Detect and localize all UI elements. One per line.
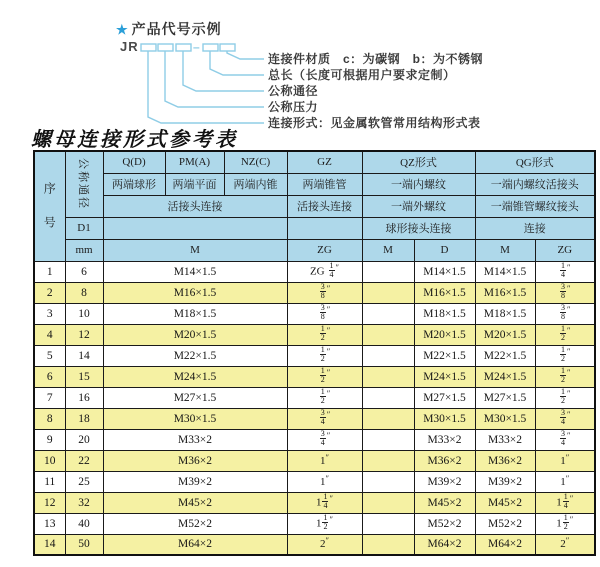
table-row: [34, 429, 595, 450]
cell-qg-m: M52×2: [475, 513, 535, 534]
code-label-pressure: 公称压力: [268, 100, 319, 114]
cell-qz-m: [362, 261, 414, 282]
cell-seq: 8: [34, 408, 65, 429]
cell-qz-d: M14×1.5: [414, 261, 475, 282]
cell-thread-m: M30×1.5: [103, 408, 287, 429]
cell-qg-zg: 1″: [535, 450, 595, 471]
header-sub-pm: 两端平面: [165, 173, 224, 195]
header-sub-qd: 两端球形: [103, 173, 165, 195]
header-unit-d-qz: D: [414, 239, 475, 261]
cell-qz-d: M52×2: [414, 513, 475, 534]
cell-dn: 32: [65, 492, 103, 513]
cell-qg-zg: $\frac{1}{2}$ ″: [535, 366, 595, 387]
cell-gz-zg: $\frac{1}{2}$ ″: [287, 345, 362, 366]
cell-qz-m: [362, 429, 414, 450]
cell-gz-zg: 2″: [287, 534, 362, 555]
header-group-qd: Q(D): [103, 151, 165, 173]
cell-qg-m: M18×1.5: [475, 303, 535, 324]
cell-qg-m: M27×1.5: [475, 387, 535, 408]
cell-qg-zg: $\frac{1}{2}$ ″: [535, 345, 595, 366]
cell-thread-m: M24×1.5: [103, 366, 287, 387]
code-line: [183, 51, 264, 91]
table-row: [34, 324, 595, 345]
cell-qz-m: [362, 513, 414, 534]
header-unit-m-left: M: [103, 239, 287, 261]
code-box: [176, 44, 191, 51]
header-sub-qz: 一端内螺纹: [362, 173, 475, 195]
cell-qz-m: [362, 324, 414, 345]
cell-qg-zg: $\frac{3}{8}$ ″: [535, 282, 595, 303]
cell-thread-m: M20×1.5: [103, 324, 287, 345]
cell-qz-d: M16×1.5: [414, 282, 475, 303]
code-label-length: 总长（长度可根据用户要求定制）: [268, 68, 456, 82]
cell-qg-m: M45×2: [475, 492, 535, 513]
header-unit-m-qg: M: [475, 239, 535, 261]
cell-dn: 22: [65, 450, 103, 471]
header-group-qz: QZ形式: [362, 151, 475, 173]
star-icon: ★: [116, 22, 129, 37]
cell-qg-m: M14×1.5: [475, 261, 535, 282]
cell-thread-m: M16×1.5: [103, 282, 287, 303]
table-row: [34, 450, 595, 471]
cell-thread-m: M27×1.5: [103, 387, 287, 408]
cell-qz-d: M64×2: [414, 534, 475, 555]
cell-qz-d: M20×1.5: [414, 324, 475, 345]
code-boxes: [141, 44, 235, 51]
header-seq: 序号: [34, 151, 65, 261]
cell-qz-m: [362, 450, 414, 471]
cell-gz-zg: 1″: [287, 450, 362, 471]
header-unit-m-qz: M: [362, 239, 414, 261]
cell-qg-zg: 1 $\frac{1}{4}$ ″: [535, 492, 595, 513]
table-row: [34, 492, 595, 513]
header-blank-left: [103, 217, 287, 239]
cell-thread-m: M22×1.5: [103, 345, 287, 366]
cell-dn: 20: [65, 429, 103, 450]
header-group-pm: PM(A): [165, 151, 224, 173]
cell-qg-m: M20×1.5: [475, 324, 535, 345]
cell-gz-zg: ZG $\frac{1}{4}$ ″: [287, 261, 362, 282]
cell-qg-zg: $\frac{1}{2}$ ″: [535, 324, 595, 345]
cell-qz-d: M18×1.5: [414, 303, 475, 324]
cell-qz-m: [362, 471, 414, 492]
header-dn: 公称通径: [65, 151, 103, 217]
cell-dn: 6: [65, 261, 103, 282]
header-mm: mm: [65, 239, 103, 261]
cell-seq: 5: [34, 345, 65, 366]
cell-seq: 13: [34, 513, 65, 534]
cell-qg-m: M30×1.5: [475, 408, 535, 429]
cell-qz-m: [362, 303, 414, 324]
diagram-title: [116, 19, 222, 39]
code-box: [158, 44, 173, 51]
cell-dn: 12: [65, 324, 103, 345]
cell-dn: 14: [65, 345, 103, 366]
cell-seq: 14: [34, 534, 65, 555]
table-row: [34, 366, 595, 387]
cell-qz-m: [362, 534, 414, 555]
cell-thread-m: M33×2: [103, 429, 287, 450]
code-label-connection: 连接形式：见金属软管常用结构形式表: [268, 116, 481, 130]
cell-gz-zg: $\frac{3}{8}$ ″: [287, 282, 362, 303]
cell-qg-zg: 1″: [535, 471, 595, 492]
cell-qz-d: M30×1.5: [414, 408, 475, 429]
cell-thread-m: M14×1.5: [103, 261, 287, 282]
cell-qg-m: M24×1.5: [475, 366, 535, 387]
code-box: [220, 44, 235, 51]
cell-dn: 18: [65, 408, 103, 429]
cell-dn: 8: [65, 282, 103, 303]
cell-qz-m: [362, 366, 414, 387]
cell-dn: 10: [65, 303, 103, 324]
header-sub-qg: 一端内螺纹活接头: [475, 173, 595, 195]
cell-qg-m: M64×2: [475, 534, 535, 555]
header-union-left: 活接头连接: [103, 195, 287, 217]
cell-gz-zg: $\frac{1}{2}$ ″: [287, 366, 362, 387]
cell-qg-m: M39×2: [475, 471, 535, 492]
table-header: [34, 151, 595, 261]
cell-qg-m: M33×2: [475, 429, 535, 450]
table-row: [34, 408, 595, 429]
header-unit-zg-gz: ZG: [287, 239, 362, 261]
header-external-thread-qz: 一端外螺纹: [362, 195, 475, 217]
cell-qz-d: M45×2: [414, 492, 475, 513]
cell-qz-m: [362, 408, 414, 429]
cell-qg-zg: $\frac{3}{8}$ ″: [535, 303, 595, 324]
cell-qz-d: M22×1.5: [414, 345, 475, 366]
cell-thread-m: M39×2: [103, 471, 287, 492]
table-body: [34, 261, 595, 555]
cell-seq: 7: [34, 387, 65, 408]
header-group-gz: GZ: [287, 151, 362, 173]
code-prefix: JR: [120, 39, 139, 54]
code-lines: [148, 51, 264, 123]
cell-qz-d: M36×2: [414, 450, 475, 471]
header-unit-zg-qg: ZG: [535, 239, 595, 261]
cell-gz-zg: $\frac{3}{4}$ ″: [287, 408, 362, 429]
cell-qg-m: M16×1.5: [475, 282, 535, 303]
cell-gz-zg: $\frac{3}{8}$ ″: [287, 303, 362, 324]
cell-dn: 15: [65, 366, 103, 387]
code-dash: –: [193, 40, 200, 54]
cell-gz-zg: 1 $\frac{1}{4}$ ″: [287, 492, 362, 513]
cell-seq: 6: [34, 366, 65, 387]
table-row: [34, 513, 595, 534]
code-line: [227, 51, 264, 59]
cell-dn: 40: [65, 513, 103, 534]
cell-gz-zg: $\frac{3}{4}$ ″: [287, 429, 362, 450]
header-taper-thread-qg: 一端锥管螺纹接头: [475, 195, 595, 217]
diagram-title-text: 产品代号示例: [131, 21, 222, 37]
cell-seq: 2: [34, 282, 65, 303]
header-blank-gz: [287, 217, 362, 239]
header-connect-qg: 连接: [475, 217, 595, 239]
header-sub-gz: 两端锥管: [287, 173, 362, 195]
cell-seq: 12: [34, 492, 65, 513]
cell-seq: 3: [34, 303, 65, 324]
cell-seq: 1: [34, 261, 65, 282]
code-line: [210, 51, 264, 75]
cell-thread-m: M36×2: [103, 450, 287, 471]
cell-gz-zg: 1″: [287, 471, 362, 492]
cell-qz-d: M27×1.5: [414, 387, 475, 408]
cell-qg-zg: $\frac{1}{2}$ ″: [535, 387, 595, 408]
cell-qz-m: [362, 345, 414, 366]
header-group-nz: NZ(C): [224, 151, 287, 173]
cell-qz-m: [362, 387, 414, 408]
cell-thread-m: M18×1.5: [103, 303, 287, 324]
table-row: [34, 261, 595, 282]
cell-thread-m: M52×2: [103, 513, 287, 534]
cell-seq: 4: [34, 324, 65, 345]
cell-thread-m: M64×2: [103, 534, 287, 555]
cell-qg-zg: $\frac{3}{4}$ ″: [535, 408, 595, 429]
table-row: [34, 345, 595, 366]
code-label-material: 连接件材质 c：为碳钢 b：为不锈钢: [268, 52, 484, 66]
code-box: [141, 44, 156, 51]
cell-qg-zg: 1 $\frac{1}{2}$ ″: [535, 513, 595, 534]
cell-dn: 25: [65, 471, 103, 492]
cell-qg-zg: 2″: [535, 534, 595, 555]
cell-gz-zg: $\frac{1}{2}$ ″: [287, 324, 362, 345]
cell-dn: 50: [65, 534, 103, 555]
header-sub-nz: 两端内锥: [224, 173, 287, 195]
table-row: [34, 534, 595, 555]
header-union-gz: 活接头连接: [287, 195, 362, 217]
table-row: [34, 471, 595, 492]
cell-dn: 16: [65, 387, 103, 408]
header-d1: D1: [65, 217, 103, 239]
cell-qz-d: M33×2: [414, 429, 475, 450]
code-box: [203, 44, 218, 51]
code-label-diameter: 公称通径: [268, 84, 319, 98]
cell-qz-m: [362, 492, 414, 513]
header-group-qg: QG形式: [475, 151, 595, 173]
table-row: [34, 303, 595, 324]
cell-seq: 10: [34, 450, 65, 471]
header-ball-joint-qz: 球形接头连接: [362, 217, 475, 239]
reference-table: [33, 150, 596, 556]
cell-gz-zg: 1 $\frac{1}{2}$ ″: [287, 513, 362, 534]
table-row: [34, 282, 595, 303]
cell-qg-zg: $\frac{3}{4}$ ″: [535, 429, 595, 450]
cell-seq: 9: [34, 429, 65, 450]
cell-qg-m: M22×1.5: [475, 345, 535, 366]
cell-qz-d: M39×2: [414, 471, 475, 492]
cell-qg-m: M36×2: [475, 450, 535, 471]
table-row: [34, 387, 595, 408]
cell-seq: 11: [34, 471, 65, 492]
cell-qz-d: M24×1.5: [414, 366, 475, 387]
table-title: 螺母连接形式参考表: [31, 129, 238, 151]
cell-qz-m: [362, 282, 414, 303]
cell-thread-m: M45×2: [103, 492, 287, 513]
cell-qg-zg: $\frac{1}{4}$ ″: [535, 261, 595, 282]
cell-gz-zg: $\frac{1}{2}$ ″: [287, 387, 362, 408]
